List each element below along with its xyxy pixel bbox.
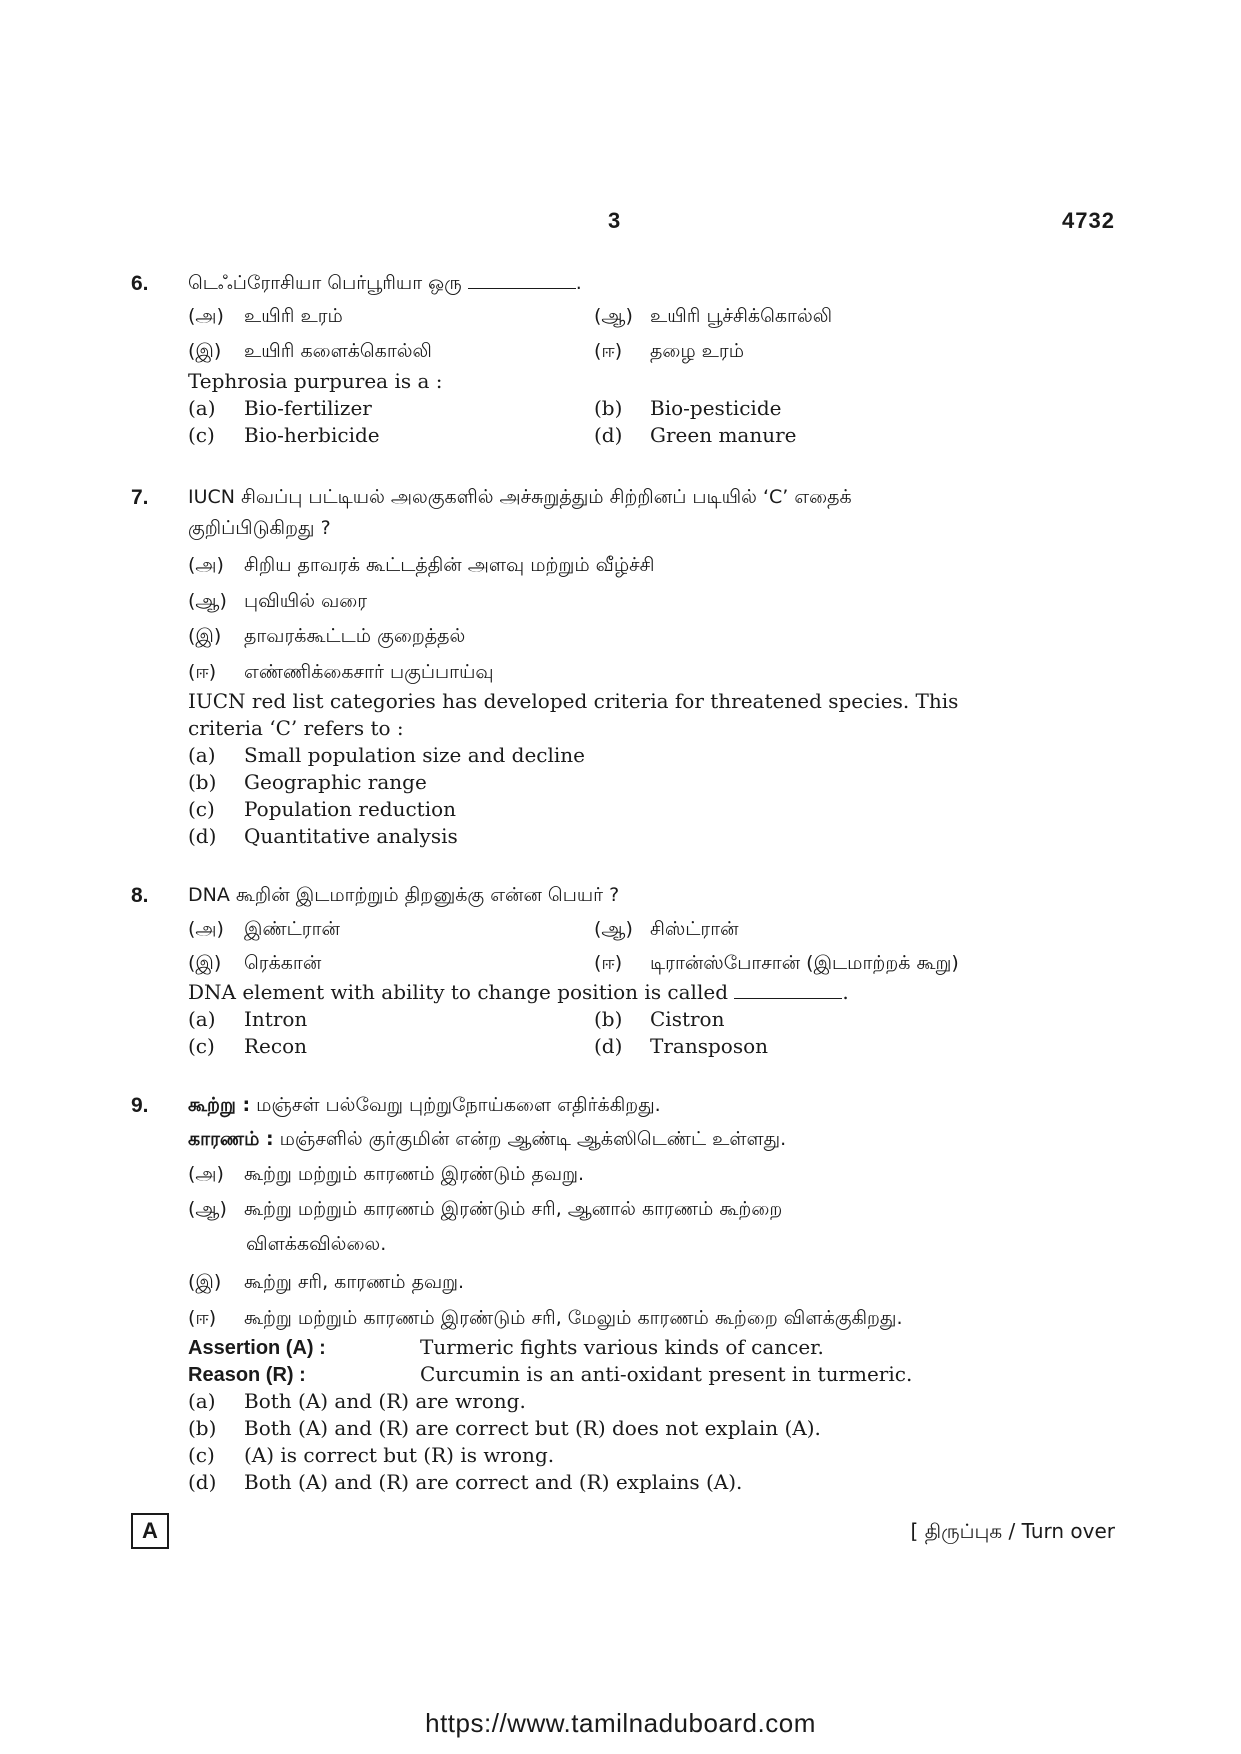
q7-english-option-c: (c) Population reduction xyxy=(188,797,457,821)
paper-code: 4732 xyxy=(1062,208,1115,233)
q8-tamil-option-d: (ஈ) டிரான்ஸ்போசான் (இடமாற்றக் கூறு) xyxy=(594,952,959,974)
q9-english-option-d: (d) Both (A) and (R) are correct and (R) explains (A). xyxy=(188,1470,743,1494)
q9-tamil-option-b: (ஆ) கூற்று மற்றும் காரணம் இரண்டும் சரி, ஆனால் காரணம் கூற்றை xyxy=(188,1198,783,1220)
q9-tamil-option-c: (இ) கூற்று சரி, காரணம் தவறு. xyxy=(188,1271,465,1293)
q8-english-question: DNA element with ability to change position is called . xyxy=(188,980,849,1004)
q6-tamil-option-a: (அ) உயிரி உரம் xyxy=(188,305,343,327)
q6-english-option-b: (b) Bio-pesticide xyxy=(594,396,782,420)
q9-reason: Reason (R) : Curcumin is an anti-oxidant present in turmeric. xyxy=(188,1362,913,1386)
q7-tamil-question-line1: IUCN சிவப்பு பட்டியல் அலகுகளில் அச்சுறுத்தும் சிற்றினப் படியில் ‘C’ எதைக் xyxy=(188,486,852,508)
q7-english-option-d: (d) Quantitative analysis xyxy=(188,824,458,848)
q9-english-option-a: (a) Both (A) and (R) are wrong. xyxy=(188,1389,526,1413)
q8-english-option-a: (a) Intron xyxy=(188,1007,308,1031)
website-watermark: https://www.tamilnaduboard.com xyxy=(425,1708,816,1738)
q9-english-option-c: (c) (A) is correct but (R) is wrong. xyxy=(188,1443,555,1467)
q8-tamil-option-c: (இ) ரெக்கான் xyxy=(188,952,322,974)
q6-tamil-question: டெஃப்ரோசியா பெர்பூரியா ஒரு . xyxy=(188,272,582,294)
q9-tamil-reason: காரணம் : மஞ்சளில் குர்குமின் என்ற ஆண்டி ஆக்ஸிடெண்ட் உள்ளது. xyxy=(188,1128,787,1150)
series-box: A xyxy=(131,1513,169,1549)
q9-tamil-option-b-cont: விளக்கவில்லை. xyxy=(246,1233,387,1255)
q7-tamil-option-a: (அ) சிறிய தாவரக் கூட்டத்தின் அளவு மற்றும் வீழ்ச்சி xyxy=(188,554,655,576)
question-number-7: 7. xyxy=(131,486,149,509)
q7-english-option-a: (a) Small population size and decline xyxy=(188,743,586,767)
q9-tamil-option-d: (ஈ) கூற்று மற்றும் காரணம் இரண்டும் சரி, மேலும் காரணம் கூற்றை விளக்குகிறது. xyxy=(188,1307,903,1329)
q6-tamil-option-c: (இ) உயிரி களைக்கொல்லி xyxy=(188,340,432,362)
q9-tamil-assertion: கூற்று : மஞ்சள் பல்வேறு புற்றுநோய்களை எதிர்க்கிறது. xyxy=(188,1094,661,1116)
q6-tamil-option-b: (ஆ) உயிரி பூச்சிக்கொல்லி xyxy=(594,305,833,327)
question-number-8: 8. xyxy=(131,884,149,907)
q7-tamil-question-line2: குறிப்பிடுகிறது ? xyxy=(188,517,331,539)
page-number: 3 xyxy=(608,208,621,233)
q8-english-option-c: (c) Recon xyxy=(188,1034,308,1058)
q9-tamil-option-a: (அ) கூற்று மற்றும் காரணம் இரண்டும் தவறு. xyxy=(188,1163,584,1185)
turn-over-note: [ திருப்புக / Turn over xyxy=(910,1519,1115,1543)
question-number-6: 6. xyxy=(131,272,149,295)
q8-tamil-question: DNA கூறின் இடமாற்றும் திறனுக்கு என்ன பெயர் ? xyxy=(188,884,620,906)
q7-english-question-line1: IUCN red list categories has developed criteria for threatened species. This xyxy=(188,689,959,713)
q8-english-option-d: (d) Transposon xyxy=(594,1034,768,1058)
q9-assertion: Assertion (A) : Turmeric fights various kinds of cancer. xyxy=(188,1335,824,1359)
q8-tamil-option-b: (ஆ) சிஸ்ட்ரான் xyxy=(594,918,739,940)
question-number-9: 9. xyxy=(131,1094,149,1117)
q8-tamil-option-a: (அ) இண்ட்ரான் xyxy=(188,918,340,940)
q7-english-option-b: (b) Geographic range xyxy=(188,770,427,794)
q6-english-option-c: (c) Bio-herbicide xyxy=(188,423,380,447)
q6-english-option-d: (d) Green manure xyxy=(594,423,797,447)
q6-english-option-a: (a) Bio-fertilizer xyxy=(188,396,372,420)
q8-english-option-b: (b) Cistron xyxy=(594,1007,725,1031)
q7-tamil-option-b: (ஆ) புவியில் வரை xyxy=(188,590,368,612)
q6-tamil-option-d: (ஈ) தழை உரம் xyxy=(594,340,745,362)
q7-tamil-option-c: (இ) தாவரக்கூட்டம் குறைத்தல் xyxy=(188,625,466,647)
q7-tamil-option-d: (ஈ) எண்ணிக்கைசார் பகுப்பாய்வு xyxy=(188,661,494,683)
q6-english-question: Tephrosia purpurea is a : xyxy=(188,369,443,393)
q9-english-option-b: (b) Both (A) and (R) are correct but (R) does not explain (A). xyxy=(188,1416,821,1440)
q7-english-question-line2: criteria ‘C’ refers to : xyxy=(188,716,404,740)
